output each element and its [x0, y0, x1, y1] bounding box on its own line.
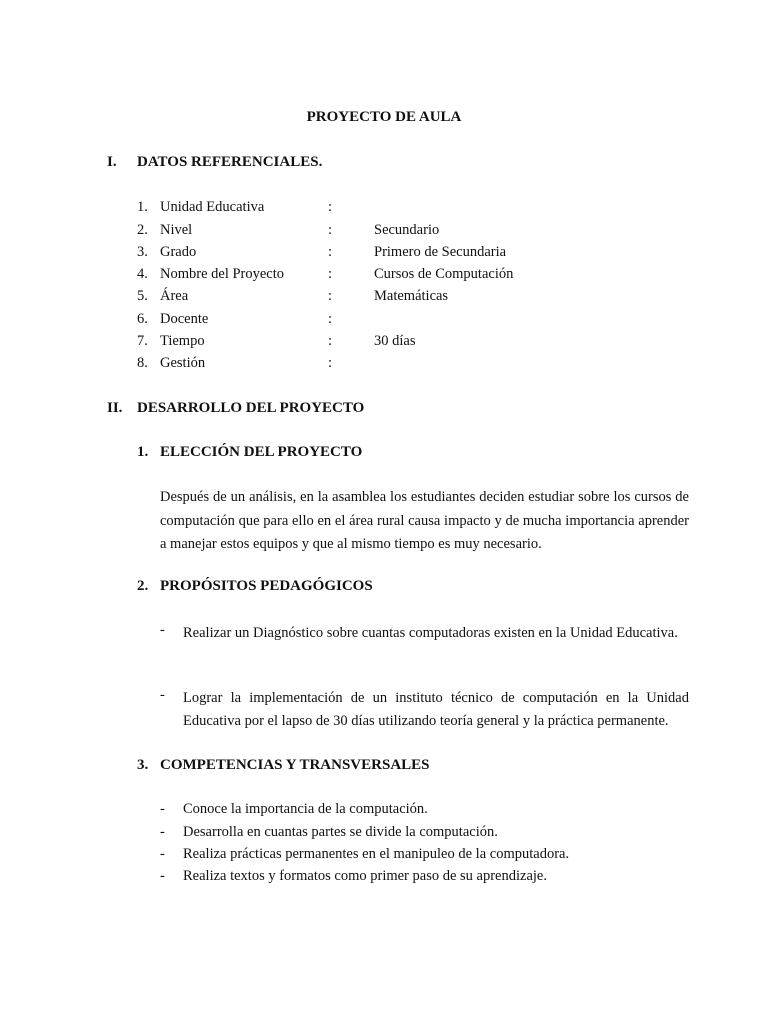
ref-value: Primero de Secundaria — [374, 244, 507, 260]
eleccion-paragraph: Después de un análisis, en la asamblea los estudiantes deciden estudiar sobre los cursos de computación que para ello en el área rural causa impacto y de mucha importancia aprender a manejar estos equipos y que al mismo tiempo es muy necesario. — [160, 489, 689, 552]
section-number: I. — [107, 154, 117, 170]
subsection-number: 2. — [137, 578, 149, 594]
ref-number: 4. — [137, 266, 148, 282]
ref-number: 5. — [137, 288, 148, 304]
bullet-dash: - — [160, 801, 165, 817]
ref-label: Tiempo — [160, 333, 205, 349]
section-title: DESARROLLO DEL PROYECTO — [137, 400, 365, 416]
ref-value: Secundario — [374, 222, 440, 238]
bullet-dash: - — [160, 868, 165, 884]
ref-label: Docente — [160, 311, 209, 327]
ref-value: 30 días — [374, 333, 416, 349]
ref-colon: : — [328, 288, 333, 304]
ref-number: 7. — [137, 333, 148, 349]
ref-colon: : — [328, 333, 333, 349]
ref-number: 3. — [137, 244, 148, 260]
list-item — [0, 846, 768, 868]
subsection-number: 3. — [137, 757, 149, 773]
bullet-text: Conoce la importancia de la computación. — [183, 801, 428, 817]
bullet-dash: - — [160, 622, 165, 638]
subsection-number: 1. — [137, 444, 149, 460]
ref-colon: : — [328, 311, 333, 327]
list-item — [0, 824, 768, 846]
ref-number: 2. — [137, 222, 148, 238]
ref-row-nivel — [0, 222, 768, 244]
ref-row-gestion — [0, 355, 768, 377]
bullet-text: Realizar un Diagnóstico sobre cuantas computadoras existen en la Unidad Educativa. — [183, 625, 678, 641]
bullet-text: Desarrolla en cuantas partes se divide la computación. — [183, 824, 498, 840]
ref-row-tiempo — [0, 333, 768, 355]
bullet-dash: - — [160, 687, 165, 703]
bullet-text: Realiza prácticas permanentes en el manipuleo de la computadora. — [183, 846, 570, 862]
ref-label: Gestión — [160, 355, 206, 371]
bullet-text: Lograr la implementación de un instituto técnico de computación en la Unidad Educativa por el lapso de 30 días utilizando teoría general y la práctica permanente. — [183, 690, 689, 729]
ref-colon: : — [328, 355, 333, 371]
ref-number: 1. — [137, 199, 148, 215]
ref-label: Unidad Educativa — [160, 199, 265, 215]
document-title: PROYECTO DE AULA — [306, 109, 462, 125]
subsection-title: COMPETENCIAS Y TRANSVERSALES — [160, 757, 430, 773]
ref-label: Área — [160, 288, 189, 304]
subsection-title: ELECCIÓN DEL PROYECTO — [160, 444, 363, 460]
ref-row-unidad-educativa — [0, 199, 768, 221]
ref-value: Matemáticas — [374, 288, 449, 304]
ref-row-grado — [0, 244, 768, 266]
ref-label: Grado — [160, 244, 197, 260]
list-item — [0, 868, 768, 890]
bullet-text: Realiza textos y formatos como primer paso de su aprendizaje. — [183, 868, 547, 884]
ref-colon: : — [328, 199, 333, 215]
subsection-title: PROPÓSITOS PEDAGÓGICOS — [160, 578, 373, 594]
ref-value: Cursos de Computación — [374, 266, 514, 282]
section-number: II. — [107, 400, 123, 416]
ref-colon: : — [328, 222, 333, 238]
bullet-dash: - — [160, 824, 165, 840]
bullet-dash: - — [160, 846, 165, 862]
ref-number: 8. — [137, 355, 148, 371]
ref-number: 6. — [137, 311, 148, 327]
section-title: DATOS REFERENCIALES. — [137, 154, 323, 170]
ref-colon: : — [328, 244, 333, 260]
ref-row-nombre-del-proyecto — [0, 266, 768, 288]
ref-row-area — [0, 288, 768, 310]
ref-row-docente — [0, 311, 768, 333]
ref-label: Nombre del Proyecto — [160, 266, 285, 282]
ref-colon: : — [328, 266, 333, 282]
ref-label: Nivel — [160, 222, 193, 238]
list-item — [0, 801, 768, 823]
